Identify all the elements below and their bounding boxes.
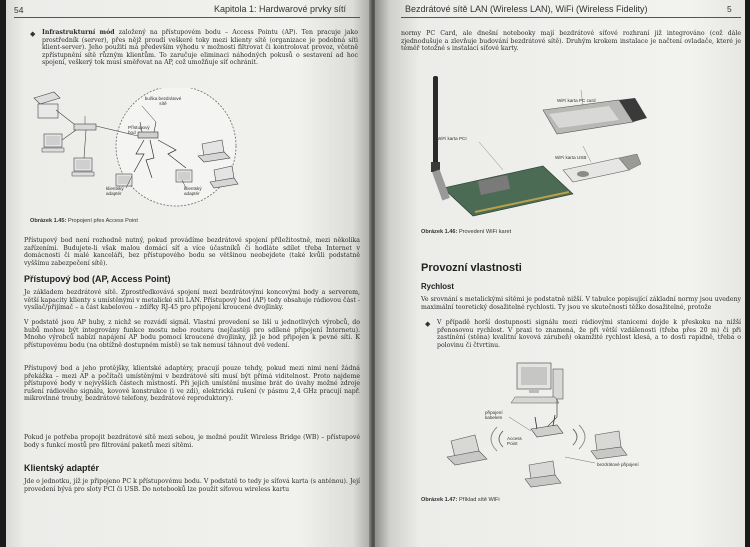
heading-access-point: Přístupový bod (AP, Access Point) [24,274,171,284]
server-computer-icon [34,92,60,118]
left-page [6,0,371,547]
paragraph-wireless-bridge: Pokud je potřeba propojit bezdrátové sítě mezi sebou, je možné použít Wireless Bridge (WB) – přístupové body s funkcí mostů pro filtrování paketů mezi sítěmi. [24,434,360,449]
pci-card-icon [432,166,573,216]
right-running-head: Bezdrátové sítě LAN (Wireless LAN), WiFi (Wireless Fidelity) [405,4,648,14]
wireless-client-computer-icon [116,174,132,186]
client-adapter-label-right: klientský adaptér [184,186,202,197]
figure-1-47-text: Příklad sítě WiFi [458,497,500,503]
figure-1-45-number: Obrázek 1.45: [30,218,67,224]
wireless-connection-label: bezdrátové připojení [597,462,639,467]
access-point-icon [531,415,563,437]
paragraph-ap-necessity: Přístupový bod není rozhodně nutný, pokud provádíme bezdrátové spojení příležitostně, mezi několika zařízeními. Budujete-li však malou domácí síť a více účastníků či hodláte sdílet třeba Internet v domácnosti či malé kanceláři, bez přístupového bodu se většinou neobejdete (také kvůli podstatně vyššímu zabezpečení sítě). [24,237,360,267]
client-adapter-label-left: klientský adaptér [106,186,124,197]
wifi-network-diagram [445,355,705,495]
heading-speed: Rychlost [421,282,454,291]
paragraph-ap-visibility: Přístupový bod a jeho protějšky, klientské adaptéry, pracují pouze tehdy, pokud mezi nimi není žádná překážka – mezi AP a počítači umístěnými v bezdrátové síti musí být přímá viditelnost. Proto najdeme přístupové body v nejvyšších částech místností. Při jejich umístění musíme brát do úvahy možné zdroje rušení rádiového signálu, kovové konstrukce (i ve zdi), elektrická rušení (v pásmu 2,4 GHz pracují např. mikrovlnné trouby, bezdrátové telefony, bezdrátové reproduktory). [24,365,360,403]
figure-1-45-caption [30,218,138,224]
wired-connection-label: připojení kabelem [485,410,503,421]
figure-1-46-text: Provedení WiFi karet [458,229,512,235]
desktop-computer-icon [42,134,64,152]
right-page [375,0,745,547]
antenna-icon [431,76,440,172]
desktop-computer-icon [511,363,563,403]
right-header-rule [401,17,741,18]
paragraph-speed: Ve srovnání s metalickými sítěmi je podstatně nižší. V tabulce popisující základní normy jsou uvedeny maximální teoretický dosažitelné rychlosti. Ty jsou ve skutečnosti těžko dosažitelné, protože [421,296,741,311]
infrastructure-mode-text: založený na přístupovém bodu – Access Pointu (AP). Ten pracuje jako prostředník (server), přes nějž proudí veškeré toky mezi klienty sítě (organizace je podobná síti klient-server). Jeho použití má především výhodu v možnosti filtrovat či kontrolovat provoz, včetně zpřístupnění sítě různým klientům. To zaručuje eliminaci náhodných pokusů o sestavení ad hoc spojení, veškerý tok musí směřovat na AP, což umožňuje síť ochránit. [42,29,358,67]
access-point-label: Přístupový bod [128,125,150,136]
access-point-label: Access Point [507,436,522,447]
wireless-client-computer-icon [176,170,192,182]
desktop-computer-icon [72,158,94,176]
cell-label: buňka bezdrátové sítě [144,96,182,107]
left-running-head: Kapitola 1: Hardwarové prvky sítí [214,4,347,14]
usb-label: WiFi karta USB [555,155,587,160]
pci-label: WiFi karta PCI [437,136,467,141]
paragraph-client-adapter: Jde o jednotku, jíž je připojeno PC k přístupovému bodu. V podstatě to tedy je síťová karta (s anténou). Její provedení bývá pro sloty PCI či USB. Do notebooků lze použít síťovou wireless kartu [24,478,360,493]
speed-drop-item: V případě horší dostupnosti signálu mezi rádiovými stanicemi dojde k přeskoku na nižší přenosovou rychlost. V praxi to znamená, že při větší vzdálenosti (třeba přes 20 m) či při zastínění (stěna) kvalitní kovová zárubeň) okamžité rychlost klesá, a to dosti rapidně, třeba o polovinu či čtvrtinu. [437,319,741,349]
paragraph-pc-card: normy PC Card, ale dnešní notebooky mají bezdrátové síťové rozhraní již integrováno (což dále zjednodušuje a zlevňuje budování bezdrátové sítě). Druhým krokem instalace je načtení ovladače, které je téměř totožné s instalací síťové karty. [401,30,741,53]
infrastructure-mode-lead: Infrastrukturní mód [42,29,115,36]
bullet-marker: ◆ [425,320,431,328]
figure-1-47-number: Obrázek 1.47: [421,497,458,503]
laptop-icon [447,435,487,465]
laptop-icon [525,461,561,487]
left-page-number: 54 [14,5,24,15]
heading-client-adapter: Klientský adaptér [24,463,100,473]
paragraph-ap-hubs: V podstatě jsou AP huby, z nichž se rozvádí signál. Vlastní provedení se liší u jednotlivých výrobců, do hubů mohou být integrovány funkce mostu nebo routeru (nejčastěji pro sdílené připojení Internetu). Mnoho výrobců nabízí napájení AP bodu pomocí kroucené dvojlinky, již je bod připojen k pevné síti. K přístupovému bodu (na obtížně dostupném místě) se tak nemusí táhnout dvě vedení. [24,319,360,349]
figure-1-47-caption [421,497,500,503]
infrastructure-mode-item [42,29,358,67]
heading-operational-properties: Provozní vlastnosti [421,262,522,274]
left-header-rule [14,17,360,18]
hub-icon [74,116,96,130]
paragraph-ap-basics: Je základem bezdrátové sítě. Zprostředkovává spojení mezi bezdrátovými koncovými body a serverem, větší kapacity klienty s umístěnými v metalické síti LAN. Přístupový bod (AP) tedy obsahuje rádiovou část - vysílač/přijímač – a část kabelovou – zdířky RJ-45 pro připojení kroucené dvojlinky. [24,289,360,312]
right-page-number: 5 [727,4,732,14]
figure-1-46-number: Obrázek 1.46: [421,229,458,235]
laptop-icon [591,431,627,459]
wifi-cards-photo [423,70,653,220]
pc-card-label: WiFi karta PC card [557,98,596,103]
bullet-marker: ◆ [30,30,36,38]
figure-1-45-text: Propojení přes Access Point [67,218,138,224]
figure-1-46-caption [421,229,511,235]
